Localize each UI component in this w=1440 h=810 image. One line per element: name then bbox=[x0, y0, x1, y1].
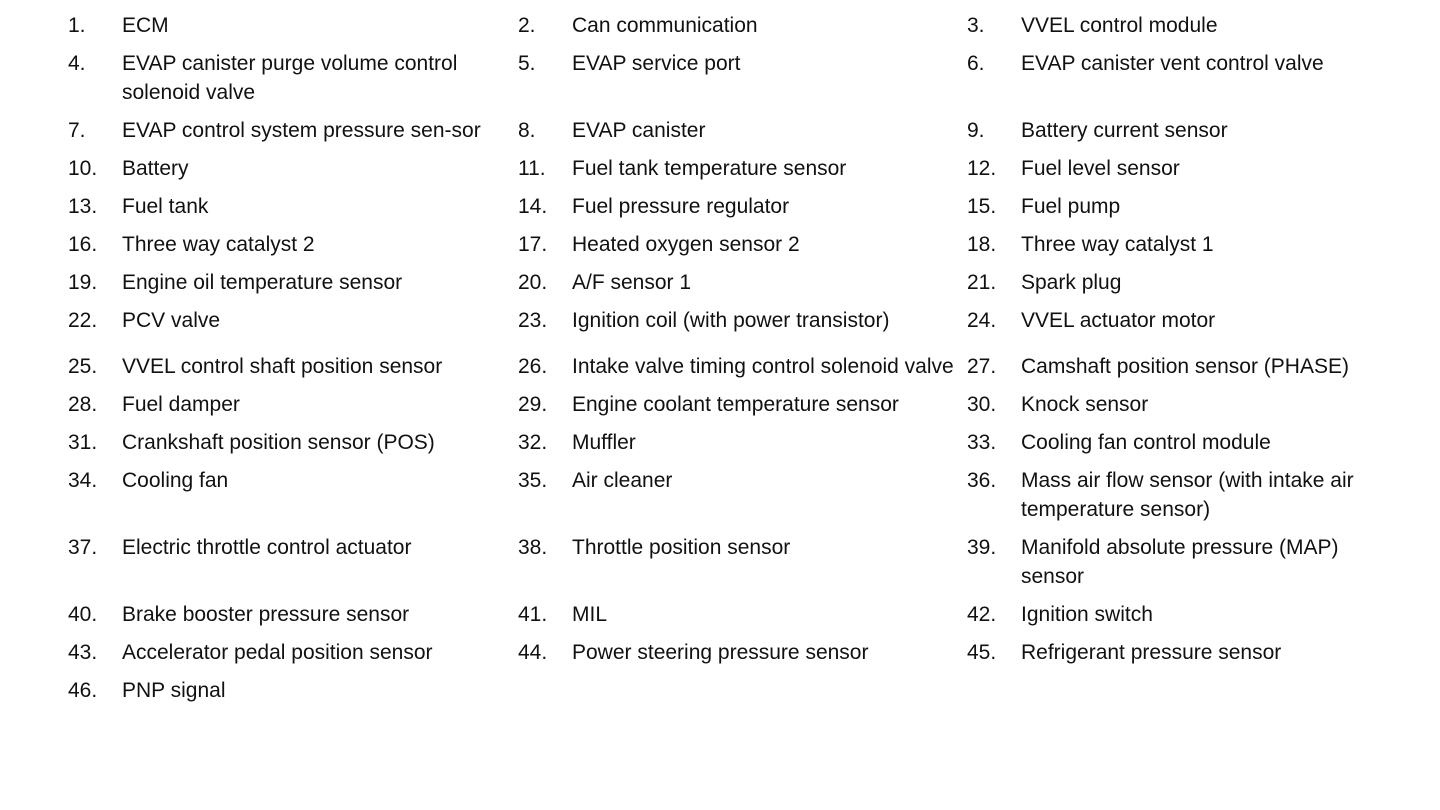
legend-item bbox=[967, 191, 1408, 229]
legend-item bbox=[967, 267, 1408, 305]
legend-item bbox=[518, 599, 967, 637]
legend-label: Fuel tank bbox=[122, 195, 209, 218]
legend-label: Cooling fan control module bbox=[1021, 431, 1271, 454]
legend-item bbox=[518, 343, 967, 389]
legend-item bbox=[518, 305, 967, 343]
legend-number: 3. bbox=[967, 14, 985, 37]
component-legend bbox=[68, 10, 1408, 713]
legend-number: 19. bbox=[68, 271, 98, 294]
legend-number: 13. bbox=[68, 195, 98, 218]
legend-row bbox=[68, 675, 1408, 713]
legend-number: 46. bbox=[68, 679, 98, 702]
legend-label: Engine oil temperature sensor bbox=[122, 271, 403, 294]
legend-row bbox=[68, 389, 1408, 427]
legend-label: VVEL control module bbox=[1021, 14, 1218, 37]
legend-item bbox=[967, 637, 1408, 675]
legend-label: Battery bbox=[122, 157, 189, 180]
legend-number: 27. bbox=[967, 355, 997, 378]
legend-item bbox=[518, 48, 967, 86]
legend-item bbox=[68, 10, 518, 48]
legend-label: Intake valve timing control solenoid valve bbox=[572, 355, 954, 378]
legend-item bbox=[68, 191, 518, 229]
legend-number: 43. bbox=[68, 641, 98, 664]
legend-number: 45. bbox=[967, 641, 997, 664]
legend-label: Ignition switch bbox=[1021, 603, 1153, 626]
legend-item bbox=[518, 465, 967, 503]
legend-label: Three way catalyst 2 bbox=[122, 233, 315, 256]
legend-label: Heated oxygen sensor 2 bbox=[572, 233, 800, 256]
legend-number: 42. bbox=[967, 603, 997, 626]
legend-item bbox=[68, 343, 518, 389]
legend-number: 37. bbox=[68, 536, 98, 559]
legend-number: 20. bbox=[518, 271, 548, 294]
legend-item bbox=[68, 427, 518, 465]
legend-item bbox=[68, 305, 518, 343]
legend-number: 30. bbox=[967, 393, 997, 416]
legend-label: Electric throttle control actuator bbox=[122, 536, 412, 559]
legend-number: 36. bbox=[967, 469, 997, 492]
legend-label: Accelerator pedal position sensor bbox=[122, 641, 433, 664]
legend-number: 18. bbox=[967, 233, 997, 256]
legend-number: 16. bbox=[68, 233, 98, 256]
legend-label: Fuel damper bbox=[122, 393, 240, 416]
legend-label: Manifold absolute pressure (MAP) sensor bbox=[1021, 536, 1339, 588]
legend-item bbox=[68, 465, 518, 503]
legend-label: ECM bbox=[122, 14, 169, 37]
legend-label: Fuel pump bbox=[1021, 195, 1121, 218]
legend-number: 7. bbox=[68, 119, 86, 142]
legend-row bbox=[68, 10, 1408, 48]
legend-row bbox=[68, 637, 1408, 675]
legend-number: 31. bbox=[68, 431, 98, 454]
legend-item bbox=[967, 48, 1408, 86]
legend-row bbox=[68, 532, 1408, 599]
legend-item bbox=[68, 675, 518, 713]
legend-row bbox=[68, 267, 1408, 305]
legend-number: 28. bbox=[68, 393, 98, 416]
legend-number: 12. bbox=[967, 157, 997, 180]
legend-number: 24. bbox=[967, 309, 997, 332]
legend-item bbox=[518, 191, 967, 229]
legend-row bbox=[68, 427, 1408, 465]
legend-label: Fuel pressure regulator bbox=[572, 195, 790, 218]
legend-label: VVEL actuator motor bbox=[1021, 309, 1216, 332]
legend-item bbox=[967, 532, 1408, 599]
legend-number: 1. bbox=[68, 14, 86, 37]
legend-label: Throttle position sensor bbox=[572, 536, 791, 559]
legend-item bbox=[967, 389, 1408, 427]
legend-item bbox=[518, 389, 967, 427]
legend-number: 15. bbox=[967, 195, 997, 218]
legend-item bbox=[518, 637, 967, 675]
legend-item bbox=[518, 10, 967, 48]
legend-label: Mass air flow sensor (with intake air temperature sensor) bbox=[1021, 469, 1354, 521]
legend-row bbox=[68, 465, 1408, 532]
legend-item bbox=[68, 48, 518, 115]
legend-number: 40. bbox=[68, 603, 98, 626]
legend-label: Cooling fan bbox=[122, 469, 229, 492]
legend-row bbox=[68, 599, 1408, 637]
legend-item bbox=[967, 599, 1408, 637]
legend-number: 29. bbox=[518, 393, 548, 416]
legend-item bbox=[518, 532, 967, 570]
legend-label: Air cleaner bbox=[572, 469, 673, 492]
legend-label: Power steering pressure sensor bbox=[572, 641, 869, 664]
legend-item bbox=[967, 465, 1408, 532]
legend-label: MIL bbox=[572, 603, 608, 626]
legend-item bbox=[967, 153, 1408, 191]
legend-number: 34. bbox=[68, 469, 98, 492]
legend-item bbox=[68, 115, 518, 153]
legend-item bbox=[68, 389, 518, 427]
legend-label: EVAP canister purge volume control solenoid valve bbox=[122, 52, 458, 104]
legend-number: 25. bbox=[68, 355, 98, 378]
legend-label: Crankshaft position sensor (POS) bbox=[122, 431, 435, 454]
legend-label: Fuel level sensor bbox=[1021, 157, 1180, 180]
legend-number: 5. bbox=[518, 52, 536, 75]
legend-label: EVAP canister vent control valve bbox=[1021, 52, 1324, 75]
legend-item bbox=[967, 427, 1408, 465]
legend-label: Can communication bbox=[572, 14, 758, 37]
legend-item bbox=[518, 267, 967, 305]
legend-row bbox=[68, 229, 1408, 267]
legend-item bbox=[967, 305, 1408, 343]
legend-number: 33. bbox=[967, 431, 997, 454]
legend-number: 38. bbox=[518, 536, 548, 559]
legend-label: A/F sensor 1 bbox=[572, 271, 692, 294]
legend-number: 35. bbox=[518, 469, 548, 492]
legend-row bbox=[68, 115, 1408, 153]
legend-item bbox=[68, 153, 518, 191]
legend-item bbox=[68, 267, 518, 305]
legend-item bbox=[967, 343, 1408, 389]
legend-number: 32. bbox=[518, 431, 548, 454]
legend-number: 11. bbox=[518, 157, 546, 180]
legend-number: 14. bbox=[518, 195, 548, 218]
legend-number: 2. bbox=[518, 14, 536, 37]
legend-item bbox=[967, 115, 1408, 153]
legend-label: PNP signal bbox=[122, 679, 226, 702]
legend-label: Knock sensor bbox=[1021, 393, 1149, 416]
legend-row bbox=[68, 191, 1408, 229]
legend-label: Camshaft position sensor (PHASE) bbox=[1021, 355, 1349, 378]
legend-label: Fuel tank temperature sensor bbox=[572, 157, 847, 180]
legend-item bbox=[967, 229, 1408, 267]
legend-item bbox=[68, 532, 518, 570]
legend-number: 39. bbox=[967, 536, 997, 559]
legend-label: EVAP control system pressure sen-sor bbox=[122, 119, 481, 142]
legend-label: Engine coolant temperature sensor bbox=[572, 393, 899, 416]
legend-row bbox=[68, 305, 1408, 343]
legend-item bbox=[518, 153, 967, 191]
legend-number: 10. bbox=[68, 157, 98, 180]
legend-number: 21. bbox=[967, 271, 997, 294]
legend-label: Three way catalyst 1 bbox=[1021, 233, 1214, 256]
legend-number: 17. bbox=[518, 233, 548, 256]
legend-label: VVEL control shaft position sensor bbox=[122, 355, 443, 378]
legend-label: PCV valve bbox=[122, 309, 221, 332]
legend-label: EVAP service port bbox=[572, 52, 741, 75]
legend-item bbox=[518, 229, 967, 267]
legend-item bbox=[68, 637, 518, 675]
legend-label: Brake booster pressure sensor bbox=[122, 603, 410, 626]
legend-number: 23. bbox=[518, 309, 548, 332]
legend-row bbox=[68, 48, 1408, 115]
legend-label: Battery current sensor bbox=[1021, 119, 1228, 142]
legend-number: 44. bbox=[518, 641, 548, 664]
legend-label: Muffler bbox=[572, 431, 636, 454]
legend-item bbox=[518, 427, 967, 465]
legend-label: EVAP canister bbox=[572, 119, 706, 142]
legend-item bbox=[68, 599, 518, 637]
legend-label: Ignition coil (with power transistor) bbox=[572, 309, 890, 332]
legend-number: 41. bbox=[518, 603, 548, 626]
legend-number: 6. bbox=[967, 52, 985, 75]
legend-number: 4. bbox=[68, 52, 86, 75]
legend-item bbox=[518, 115, 967, 153]
legend-item bbox=[68, 229, 518, 267]
legend-row bbox=[68, 343, 1408, 389]
legend-item bbox=[967, 10, 1408, 48]
legend-number: 22. bbox=[68, 309, 98, 332]
legend-label: Refrigerant pressure sensor bbox=[1021, 641, 1282, 664]
legend-number: 8. bbox=[518, 119, 536, 142]
legend-label: Spark plug bbox=[1021, 271, 1122, 294]
legend-number: 9. bbox=[967, 119, 985, 142]
legend-row bbox=[68, 153, 1408, 191]
legend-number: 26. bbox=[518, 355, 548, 378]
